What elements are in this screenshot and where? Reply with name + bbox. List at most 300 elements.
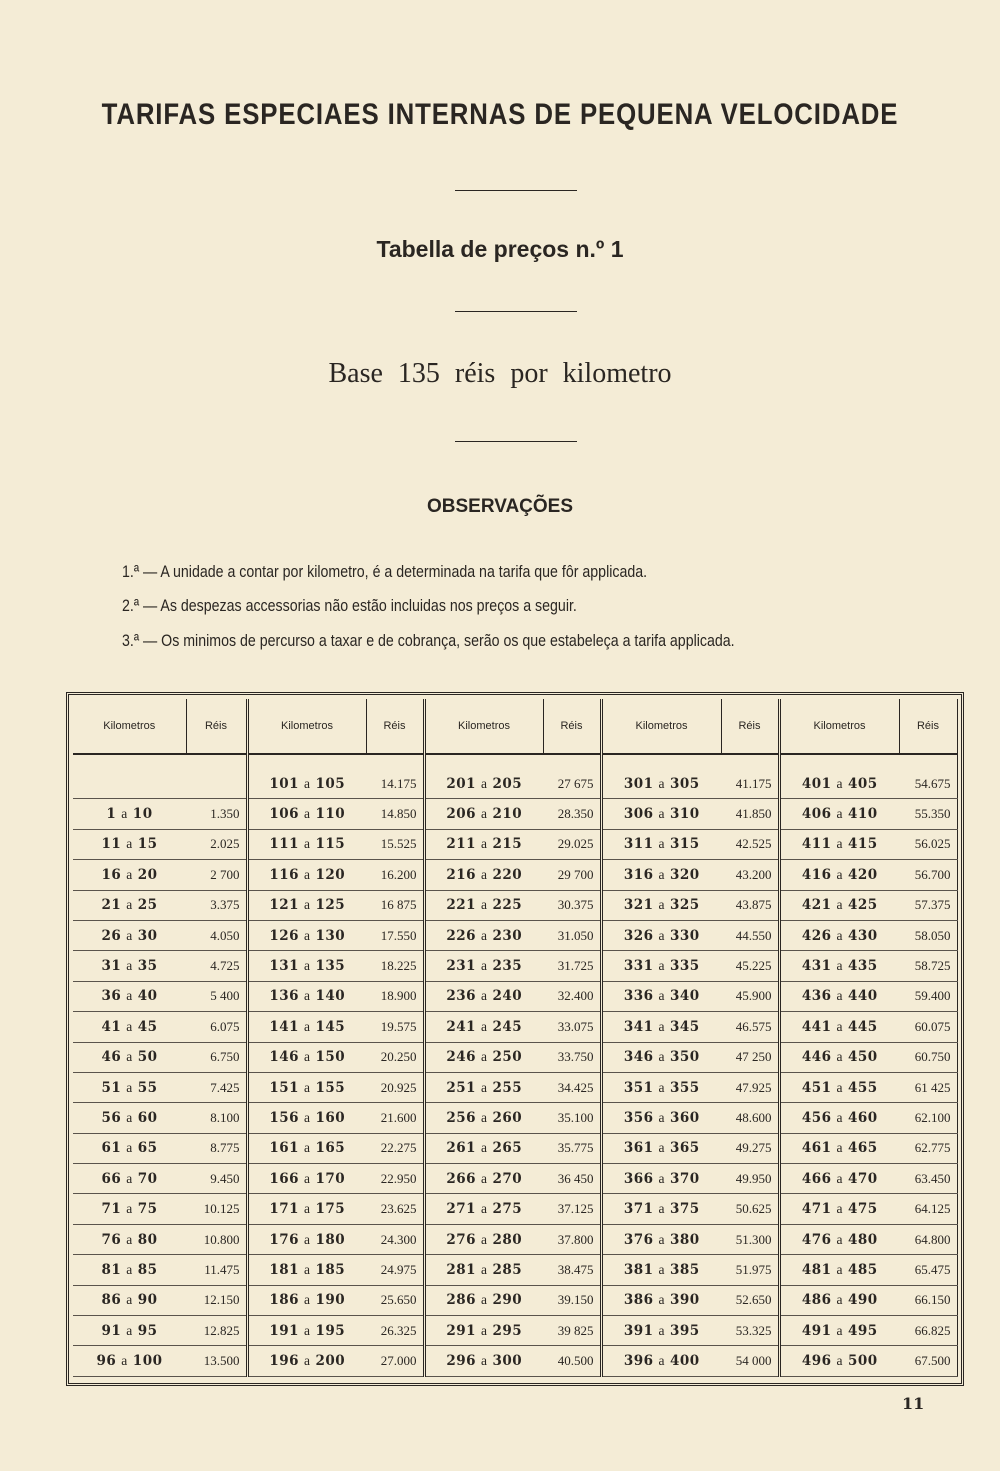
km-to: 245 (492, 1018, 523, 1035)
km-from: 196 (269, 1353, 299, 1370)
spacer-cell (366, 754, 424, 769)
spacer-cell (424, 754, 543, 769)
km-from: 231 (446, 958, 476, 975)
km-connector: a (836, 836, 843, 852)
km-to: 300 (492, 1353, 523, 1370)
observation-item: 2.ª — As despezas accessorias não estão incluidas nos preços a seguir. (122, 597, 577, 615)
km-to: 315 (670, 836, 700, 853)
reis-price-cell: 61 425 (899, 1072, 957, 1102)
reis-price-cell: 24.300 (366, 1224, 424, 1254)
km-to: 195 (315, 1322, 346, 1339)
reis-price-cell: 64.800 (899, 1224, 957, 1254)
km-range-cell (247, 1316, 366, 1346)
km-to: 15 (137, 836, 158, 853)
reis-column-header: Réis (543, 699, 601, 754)
reis-price-cell: 56.700 (899, 860, 957, 890)
km-range-cell (424, 1285, 543, 1315)
km-range-cell (247, 799, 366, 829)
km-to: 305 (670, 775, 700, 792)
km-range-cell (601, 1346, 721, 1376)
reis-price-cell: 39.150 (543, 1285, 601, 1315)
km-connector: a (481, 958, 488, 974)
km-connector: a (658, 927, 665, 943)
km-range-cell (73, 1285, 186, 1315)
reis-price-cell: 3.375 (186, 890, 247, 920)
km-to: 70 (137, 1170, 158, 1187)
km-to: 215 (492, 836, 523, 853)
km-connector: a (126, 1261, 133, 1277)
km-from: 396 (623, 1353, 654, 1370)
reis-price-cell: 54 000 (721, 1346, 779, 1376)
km-from: 131 (269, 958, 299, 975)
table-row (73, 1255, 957, 1285)
km-from: 211 (446, 836, 476, 853)
reis-price-cell: 43.875 (721, 890, 779, 920)
observation-item: 3.ª — Os minimos de percurso a taxar e de cobrança, serão os que estabeleça a tarifa applicada. (122, 632, 735, 650)
table-row (73, 920, 957, 950)
km-to: 480 (848, 1231, 878, 1248)
km-connector: a (481, 1170, 488, 1186)
reis-price-cell: 4.725 (186, 951, 247, 981)
km-connector: a (126, 866, 133, 882)
reis-price-cell: 51.975 (721, 1255, 779, 1285)
km-to: 475 (848, 1201, 878, 1218)
km-connector: a (836, 1201, 843, 1217)
km-column-header: Kilometros (779, 699, 899, 754)
km-from: 201 (446, 775, 476, 792)
price-table-subtitle: Tabella de preços n.º 1 (376, 236, 624, 262)
km-connector: a (304, 897, 311, 913)
km-from: 486 (801, 1292, 832, 1309)
reis-price-cell: 2.025 (186, 829, 247, 859)
km-from: 111 (269, 836, 299, 853)
km-to: 235 (492, 958, 523, 975)
km-connector: a (481, 866, 488, 882)
km-to: 330 (670, 927, 700, 944)
km-to: 380 (670, 1231, 700, 1248)
km-range-cell (424, 1316, 543, 1346)
km-range-cell (779, 1042, 899, 1072)
km-from: 186 (269, 1292, 299, 1309)
km-range-cell (424, 1072, 543, 1102)
reis-price-cell: 6.075 (186, 1012, 247, 1042)
km-connector: a (836, 1231, 843, 1247)
km-range-cell (601, 920, 721, 950)
reis-price-cell: 58.050 (899, 920, 957, 950)
reis-price-cell: 20.925 (366, 1072, 424, 1102)
km-connector: a (481, 836, 488, 852)
reis-price-cell: 65.475 (899, 1255, 957, 1285)
km-connector: a (121, 806, 128, 822)
km-connector: a (304, 1170, 311, 1186)
km-range-cell (247, 1285, 366, 1315)
km-connector: a (126, 897, 133, 913)
km-range-cell (73, 1346, 186, 1376)
km-range-cell (424, 1224, 543, 1254)
reis-price-cell: 7.425 (186, 1072, 247, 1102)
km-range-cell (73, 769, 186, 799)
km-from: 306 (623, 806, 654, 823)
reis-price-cell: 28.350 (543, 799, 601, 829)
km-range-cell (601, 1042, 721, 1072)
km-from: 16 (101, 866, 122, 883)
spacer-cell (73, 754, 186, 769)
km-to: 230 (492, 927, 523, 944)
km-to: 90 (137, 1292, 158, 1309)
km-range-cell (73, 981, 186, 1011)
reis-price-cell: 17.550 (366, 920, 424, 950)
spacer-cell (601, 754, 721, 769)
km-to: 95 (137, 1322, 158, 1339)
km-range-cell (73, 951, 186, 981)
reis-price-cell: 37.125 (543, 1194, 601, 1224)
km-from: 41 (101, 1018, 122, 1035)
km-range-cell (779, 1103, 899, 1133)
tariff-table (73, 699, 958, 1377)
km-from: 1 (106, 806, 117, 823)
reis-price-cell: 64.125 (899, 1194, 957, 1224)
km-range-cell (601, 1072, 721, 1102)
km-connector: a (126, 1170, 133, 1186)
km-range-cell (73, 1103, 186, 1133)
km-to: 445 (848, 1018, 878, 1035)
km-to: 160 (315, 1109, 346, 1126)
reis-price-cell: 13.500 (186, 1346, 247, 1376)
km-to: 210 (492, 806, 523, 823)
km-from: 371 (623, 1201, 654, 1218)
km-range-cell (247, 1133, 366, 1163)
km-connector: a (836, 1353, 843, 1369)
table-row (73, 1072, 957, 1102)
km-connector: a (481, 1353, 488, 1369)
km-connector: a (658, 1231, 665, 1247)
reis-price-cell: 1.350 (186, 799, 247, 829)
km-range-cell (601, 1103, 721, 1133)
km-connector: a (658, 1018, 665, 1034)
km-range-cell (779, 920, 899, 950)
km-connector: a (304, 988, 311, 1004)
km-to: 345 (670, 1018, 700, 1035)
km-from: 471 (801, 1201, 832, 1218)
km-connector: a (658, 1261, 665, 1277)
km-from: 141 (269, 1018, 299, 1035)
km-connector: a (126, 1079, 133, 1095)
km-from: 411 (801, 836, 832, 853)
km-to: 340 (670, 988, 700, 1005)
km-connector: a (836, 897, 843, 913)
km-to: 465 (848, 1140, 878, 1157)
km-from: 226 (446, 927, 476, 944)
reis-price-cell: 45.900 (721, 981, 779, 1011)
km-from: 66 (101, 1170, 122, 1187)
km-range-cell (424, 1194, 543, 1224)
reis-price-cell: 47.925 (721, 1072, 779, 1102)
reis-price-cell: 31.050 (543, 920, 601, 950)
km-to: 270 (492, 1170, 523, 1187)
reis-price-cell: 4.050 (186, 920, 247, 950)
reis-price-cell: 67.500 (899, 1346, 957, 1376)
km-range-cell (247, 981, 366, 1011)
km-from: 466 (801, 1170, 832, 1187)
km-range-cell (73, 1194, 186, 1224)
km-from: 151 (269, 1079, 299, 1096)
km-to: 240 (492, 988, 523, 1005)
reis-price-cell: 39 825 (543, 1316, 601, 1346)
reis-price-cell: 58.725 (899, 951, 957, 981)
km-from: 401 (801, 775, 832, 792)
km-connector: a (836, 988, 843, 1004)
reis-price-cell: 47 250 (721, 1042, 779, 1072)
reis-price-cell: 44.550 (721, 920, 779, 950)
km-from: 71 (101, 1201, 122, 1218)
km-range-cell (601, 1012, 721, 1042)
km-from: 276 (446, 1231, 476, 1248)
km-column-header: Kilometros (73, 699, 186, 754)
km-connector: a (836, 927, 843, 943)
km-range-cell (779, 1224, 899, 1254)
km-connector: a (836, 1170, 843, 1186)
spacer-cell (186, 754, 247, 769)
km-range-cell (424, 1042, 543, 1072)
km-from: 366 (623, 1170, 654, 1187)
table-row (73, 799, 957, 829)
km-to: 285 (492, 1261, 523, 1278)
km-to: 185 (315, 1261, 346, 1278)
km-to: 440 (848, 988, 878, 1005)
km-from: 191 (269, 1322, 299, 1339)
km-range-cell (73, 1164, 186, 1194)
km-connector: a (304, 1201, 311, 1217)
km-from: 316 (623, 866, 654, 883)
km-to: 400 (670, 1353, 700, 1370)
km-range-cell (247, 1012, 366, 1042)
reis-price-cell: 18.900 (366, 981, 424, 1011)
km-range-cell (424, 769, 543, 799)
km-range-cell (424, 1012, 543, 1042)
km-from: 326 (623, 927, 654, 944)
km-connector: a (304, 866, 311, 882)
km-range-cell (601, 799, 721, 829)
km-from: 386 (623, 1292, 654, 1309)
km-range-cell (424, 860, 543, 890)
table-row (73, 1285, 957, 1315)
km-to: 155 (315, 1079, 346, 1096)
km-to: 200 (315, 1353, 346, 1370)
km-range-cell (779, 1255, 899, 1285)
reis-price-cell: 37.800 (543, 1224, 601, 1254)
km-to: 65 (137, 1140, 158, 1157)
km-from: 21 (101, 897, 122, 914)
km-range-cell (73, 799, 186, 829)
km-range-cell (779, 860, 899, 890)
km-range-cell (73, 1316, 186, 1346)
km-range-cell (779, 799, 899, 829)
km-to: 125 (315, 897, 346, 914)
km-range-cell (73, 1012, 186, 1042)
km-from: 381 (623, 1261, 654, 1278)
km-from: 461 (801, 1140, 832, 1157)
km-connector: a (481, 897, 488, 913)
km-to: 325 (670, 897, 700, 914)
km-from: 171 (269, 1201, 299, 1218)
km-connector: a (304, 927, 311, 943)
km-range-cell (601, 1224, 721, 1254)
km-from: 301 (623, 775, 654, 792)
km-from: 56 (101, 1109, 122, 1126)
km-range-cell (247, 1103, 366, 1133)
reis-column-header: Réis (366, 699, 424, 754)
km-connector: a (836, 1109, 843, 1125)
reis-price-cell: 12.150 (186, 1285, 247, 1315)
reis-price-cell: 27.000 (366, 1346, 424, 1376)
reis-price-cell: 11.475 (186, 1255, 247, 1285)
km-range-cell (779, 829, 899, 859)
reis-price-cell: 40.500 (543, 1346, 601, 1376)
km-range-cell (73, 829, 186, 859)
km-connector: a (304, 958, 311, 974)
km-from: 181 (269, 1261, 299, 1278)
km-connector: a (836, 958, 843, 974)
km-to: 425 (848, 897, 878, 914)
km-to: 335 (670, 958, 700, 975)
km-to: 455 (848, 1079, 878, 1096)
km-range-cell (73, 1042, 186, 1072)
km-range-cell (247, 1255, 366, 1285)
table-body (73, 754, 957, 1376)
reis-price-cell: 57.375 (899, 890, 957, 920)
table-row (73, 1133, 957, 1163)
reis-price-cell: 43.200 (721, 860, 779, 890)
km-to: 45 (137, 1018, 158, 1035)
km-connector: a (304, 1322, 311, 1338)
km-connector: a (836, 806, 843, 822)
km-range-cell (601, 981, 721, 1011)
observation-item: 1.ª — A unidade a contar por kilometro, é a determinada na tarifa que fôr applicada. (122, 563, 648, 581)
reis-price-cell: 14.850 (366, 799, 424, 829)
reis-price-cell: 12.825 (186, 1316, 247, 1346)
reis-price-cell (186, 769, 247, 799)
reis-price-cell: 25.650 (366, 1285, 424, 1315)
km-from: 31 (101, 958, 122, 975)
km-connector: a (304, 1140, 311, 1156)
page-title: TARIFAS ESPECIAES INTERNAS DE PEQUENA VELOCIDADE (101, 98, 899, 131)
km-range-cell (601, 1164, 721, 1194)
km-connector: a (658, 1140, 665, 1156)
km-range-cell (424, 799, 543, 829)
km-connector: a (658, 1292, 665, 1308)
km-range-cell (779, 769, 899, 799)
reis-price-cell: 22.275 (366, 1133, 424, 1163)
km-to: 470 (848, 1170, 878, 1187)
km-to: 85 (137, 1261, 158, 1278)
page-number: 11 (902, 1394, 925, 1413)
reis-price-cell: 45.225 (721, 951, 779, 981)
km-from: 281 (446, 1261, 476, 1278)
km-to: 145 (315, 1018, 346, 1035)
km-to: 320 (670, 866, 700, 883)
km-connector: a (126, 1231, 133, 1247)
km-connector: a (481, 1322, 488, 1338)
km-from: 441 (801, 1018, 832, 1035)
km-connector: a (481, 1140, 488, 1156)
km-connector: a (658, 836, 665, 852)
km-from: 286 (446, 1292, 476, 1309)
km-to: 395 (670, 1322, 700, 1339)
km-to: 115 (315, 836, 346, 853)
table-row (73, 890, 957, 920)
km-from: 491 (801, 1322, 832, 1339)
km-to: 165 (315, 1140, 346, 1157)
km-to: 260 (492, 1109, 523, 1126)
km-to: 25 (137, 897, 158, 914)
km-connector: a (836, 866, 843, 882)
km-from: 321 (623, 897, 654, 914)
km-range-cell (601, 829, 721, 859)
reis-price-cell: 15.525 (366, 829, 424, 859)
km-range-cell (247, 890, 366, 920)
km-to: 410 (848, 806, 878, 823)
km-range-cell (247, 920, 366, 950)
km-from: 136 (269, 988, 299, 1005)
km-range-cell (779, 1072, 899, 1102)
reis-price-cell: 24.975 (366, 1255, 424, 1285)
km-from: 11 (101, 836, 122, 853)
km-connector: a (304, 775, 311, 791)
km-connector: a (836, 1079, 843, 1095)
reis-price-cell: 35.100 (543, 1103, 601, 1133)
reis-price-cell: 27 675 (543, 769, 601, 799)
km-connector: a (658, 897, 665, 913)
km-from: 46 (101, 1049, 122, 1066)
km-connector: a (481, 1292, 488, 1308)
km-range-cell (601, 1194, 721, 1224)
km-from: 36 (101, 988, 122, 1005)
reis-price-cell: 62.100 (899, 1103, 957, 1133)
km-to: 360 (670, 1109, 700, 1126)
km-connector: a (481, 806, 488, 822)
km-connector: a (481, 1201, 488, 1217)
km-from: 106 (269, 806, 299, 823)
km-to: 20 (137, 866, 158, 883)
km-to: 30 (137, 927, 158, 944)
km-from: 96 (96, 1353, 117, 1370)
km-range-cell (424, 1133, 543, 1163)
km-to: 130 (315, 927, 346, 944)
reis-column-header: Réis (899, 699, 957, 754)
km-to: 135 (315, 958, 346, 975)
table-row (73, 1346, 957, 1376)
reis-price-cell: 52.650 (721, 1285, 779, 1315)
spacer-row (73, 754, 957, 769)
reis-price-cell: 54.675 (899, 769, 957, 799)
km-to: 420 (848, 866, 878, 883)
km-connector: a (126, 1201, 133, 1217)
km-from: 61 (101, 1140, 122, 1157)
km-connector: a (836, 775, 843, 791)
km-connector: a (658, 775, 665, 791)
km-from: 91 (101, 1322, 122, 1339)
km-connector: a (121, 1353, 128, 1369)
km-from: 496 (801, 1353, 832, 1370)
km-range-cell (424, 1346, 543, 1376)
km-from: 341 (623, 1018, 654, 1035)
table-row (73, 1042, 957, 1072)
km-from: 266 (446, 1170, 476, 1187)
km-connector: a (481, 1049, 488, 1065)
reis-price-cell: 63.450 (899, 1164, 957, 1194)
km-to: 120 (315, 866, 346, 883)
km-from: 451 (801, 1079, 832, 1096)
